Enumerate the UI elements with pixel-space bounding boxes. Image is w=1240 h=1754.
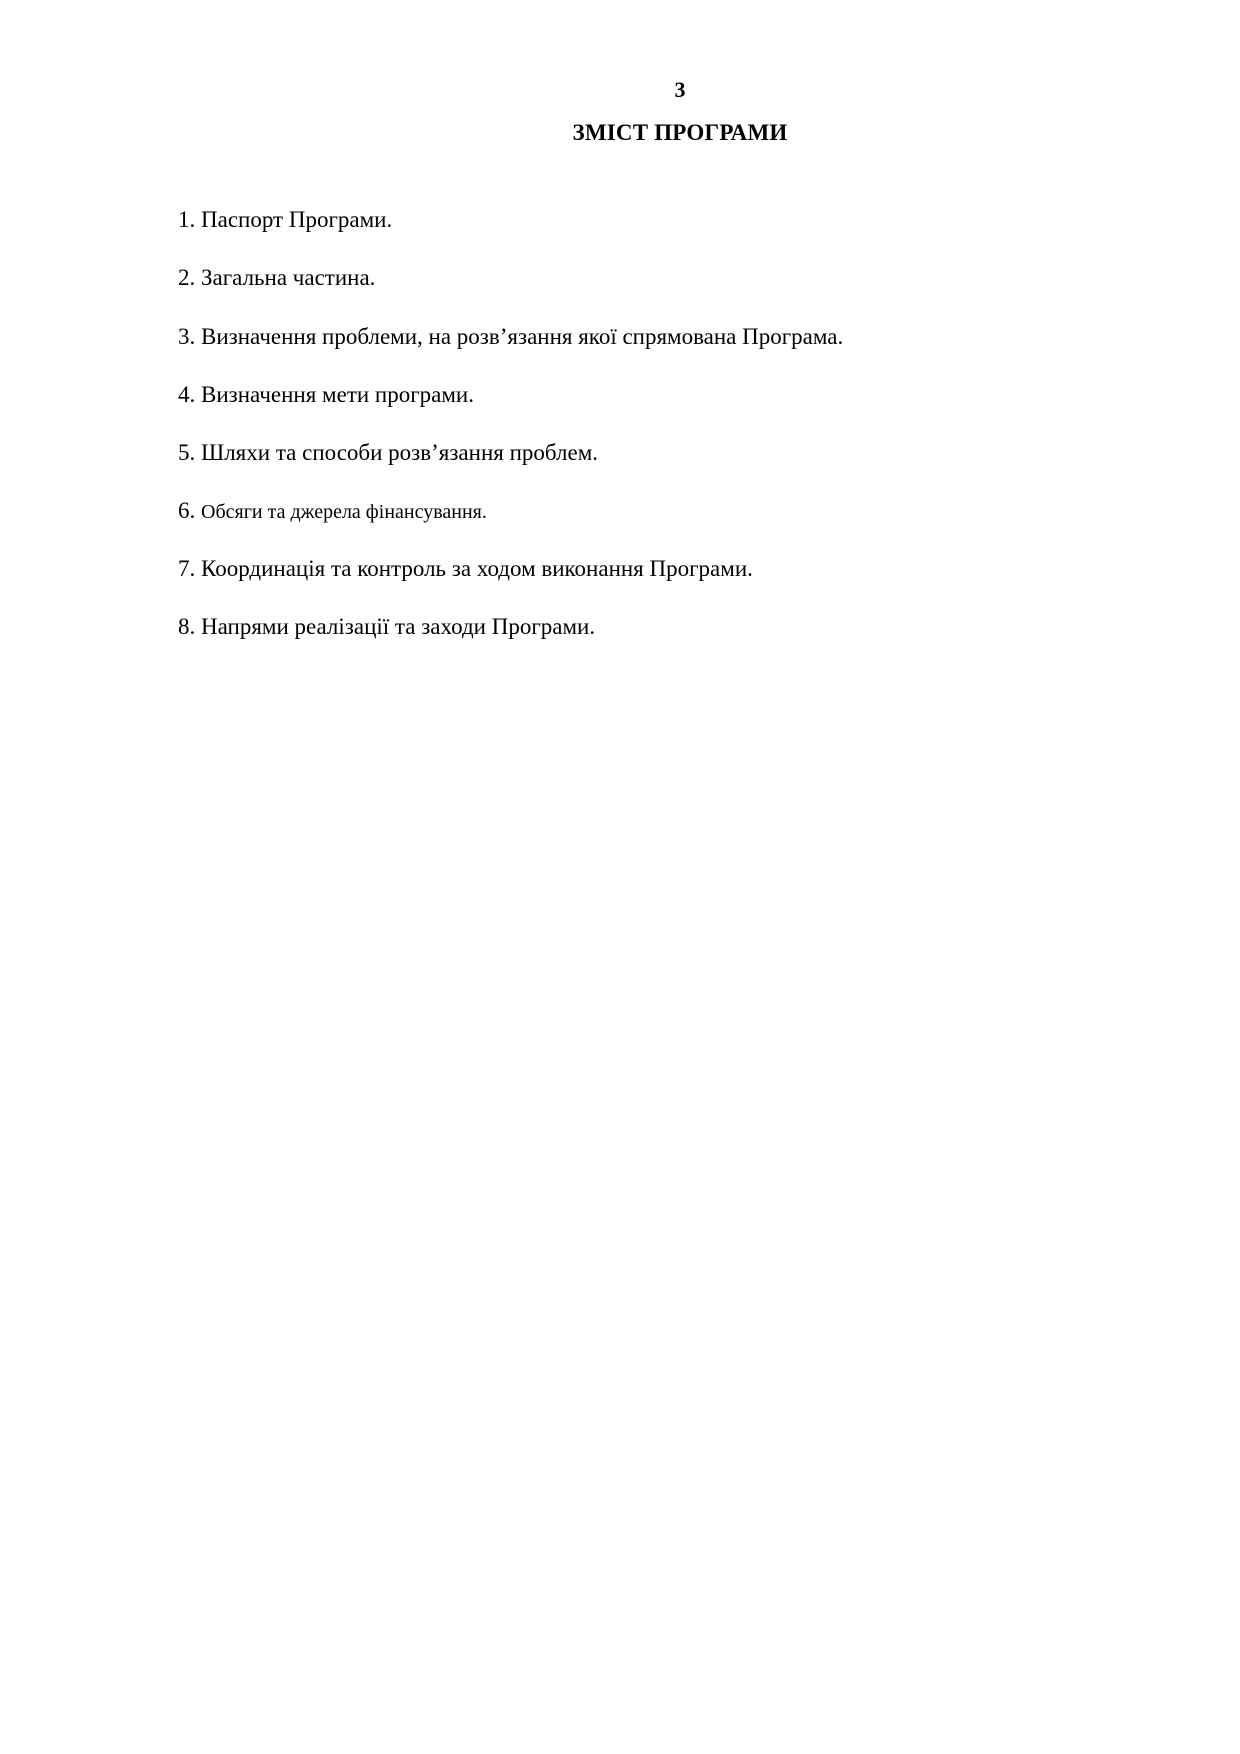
- toc-item-label: Обсяги та джерела фінансування.: [201, 501, 487, 523]
- toc-item-3: [178, 322, 843, 352]
- toc-item-number: 1.: [178, 207, 196, 232]
- page-title: ЗМІСТ ПРОГРАМИ: [572, 120, 788, 145]
- toc-item-label: Напрями реалізації та заходи Програми.: [201, 614, 596, 639]
- toc-item-label: Загальна частина.: [201, 265, 376, 290]
- toc-item-1: [178, 205, 392, 235]
- toc-item-6: [178, 496, 487, 527]
- toc-item-2: [178, 263, 375, 293]
- toc-item-number: 7.: [178, 556, 196, 581]
- toc-item-label: Визначення проблеми, на розв’язання якої спрямована Програма.: [201, 324, 844, 349]
- toc-item-8: [178, 612, 595, 642]
- toc-item-label: Шляхи та способи розв’язання проблем.: [201, 440, 599, 465]
- toc-item-number: 6.: [178, 498, 196, 523]
- toc-item-number: 3.: [178, 324, 196, 349]
- toc-item-number: 8.: [178, 614, 196, 639]
- toc-item-7: [178, 554, 753, 584]
- page-number: 3: [674, 77, 686, 102]
- toc-item-number: 5.: [178, 440, 196, 465]
- toc-item-number: 4.: [178, 382, 196, 407]
- toc-item-number: 2.: [178, 265, 196, 290]
- toc-item-label: Паспорт Програми.: [201, 207, 393, 232]
- toc-item-label: Координація та контроль за ходом виконання Програми.: [201, 556, 753, 581]
- toc-item-5: [178, 438, 598, 468]
- toc-item-4: [178, 380, 474, 410]
- toc-item-label: Визначення мети програми.: [201, 382, 474, 407]
